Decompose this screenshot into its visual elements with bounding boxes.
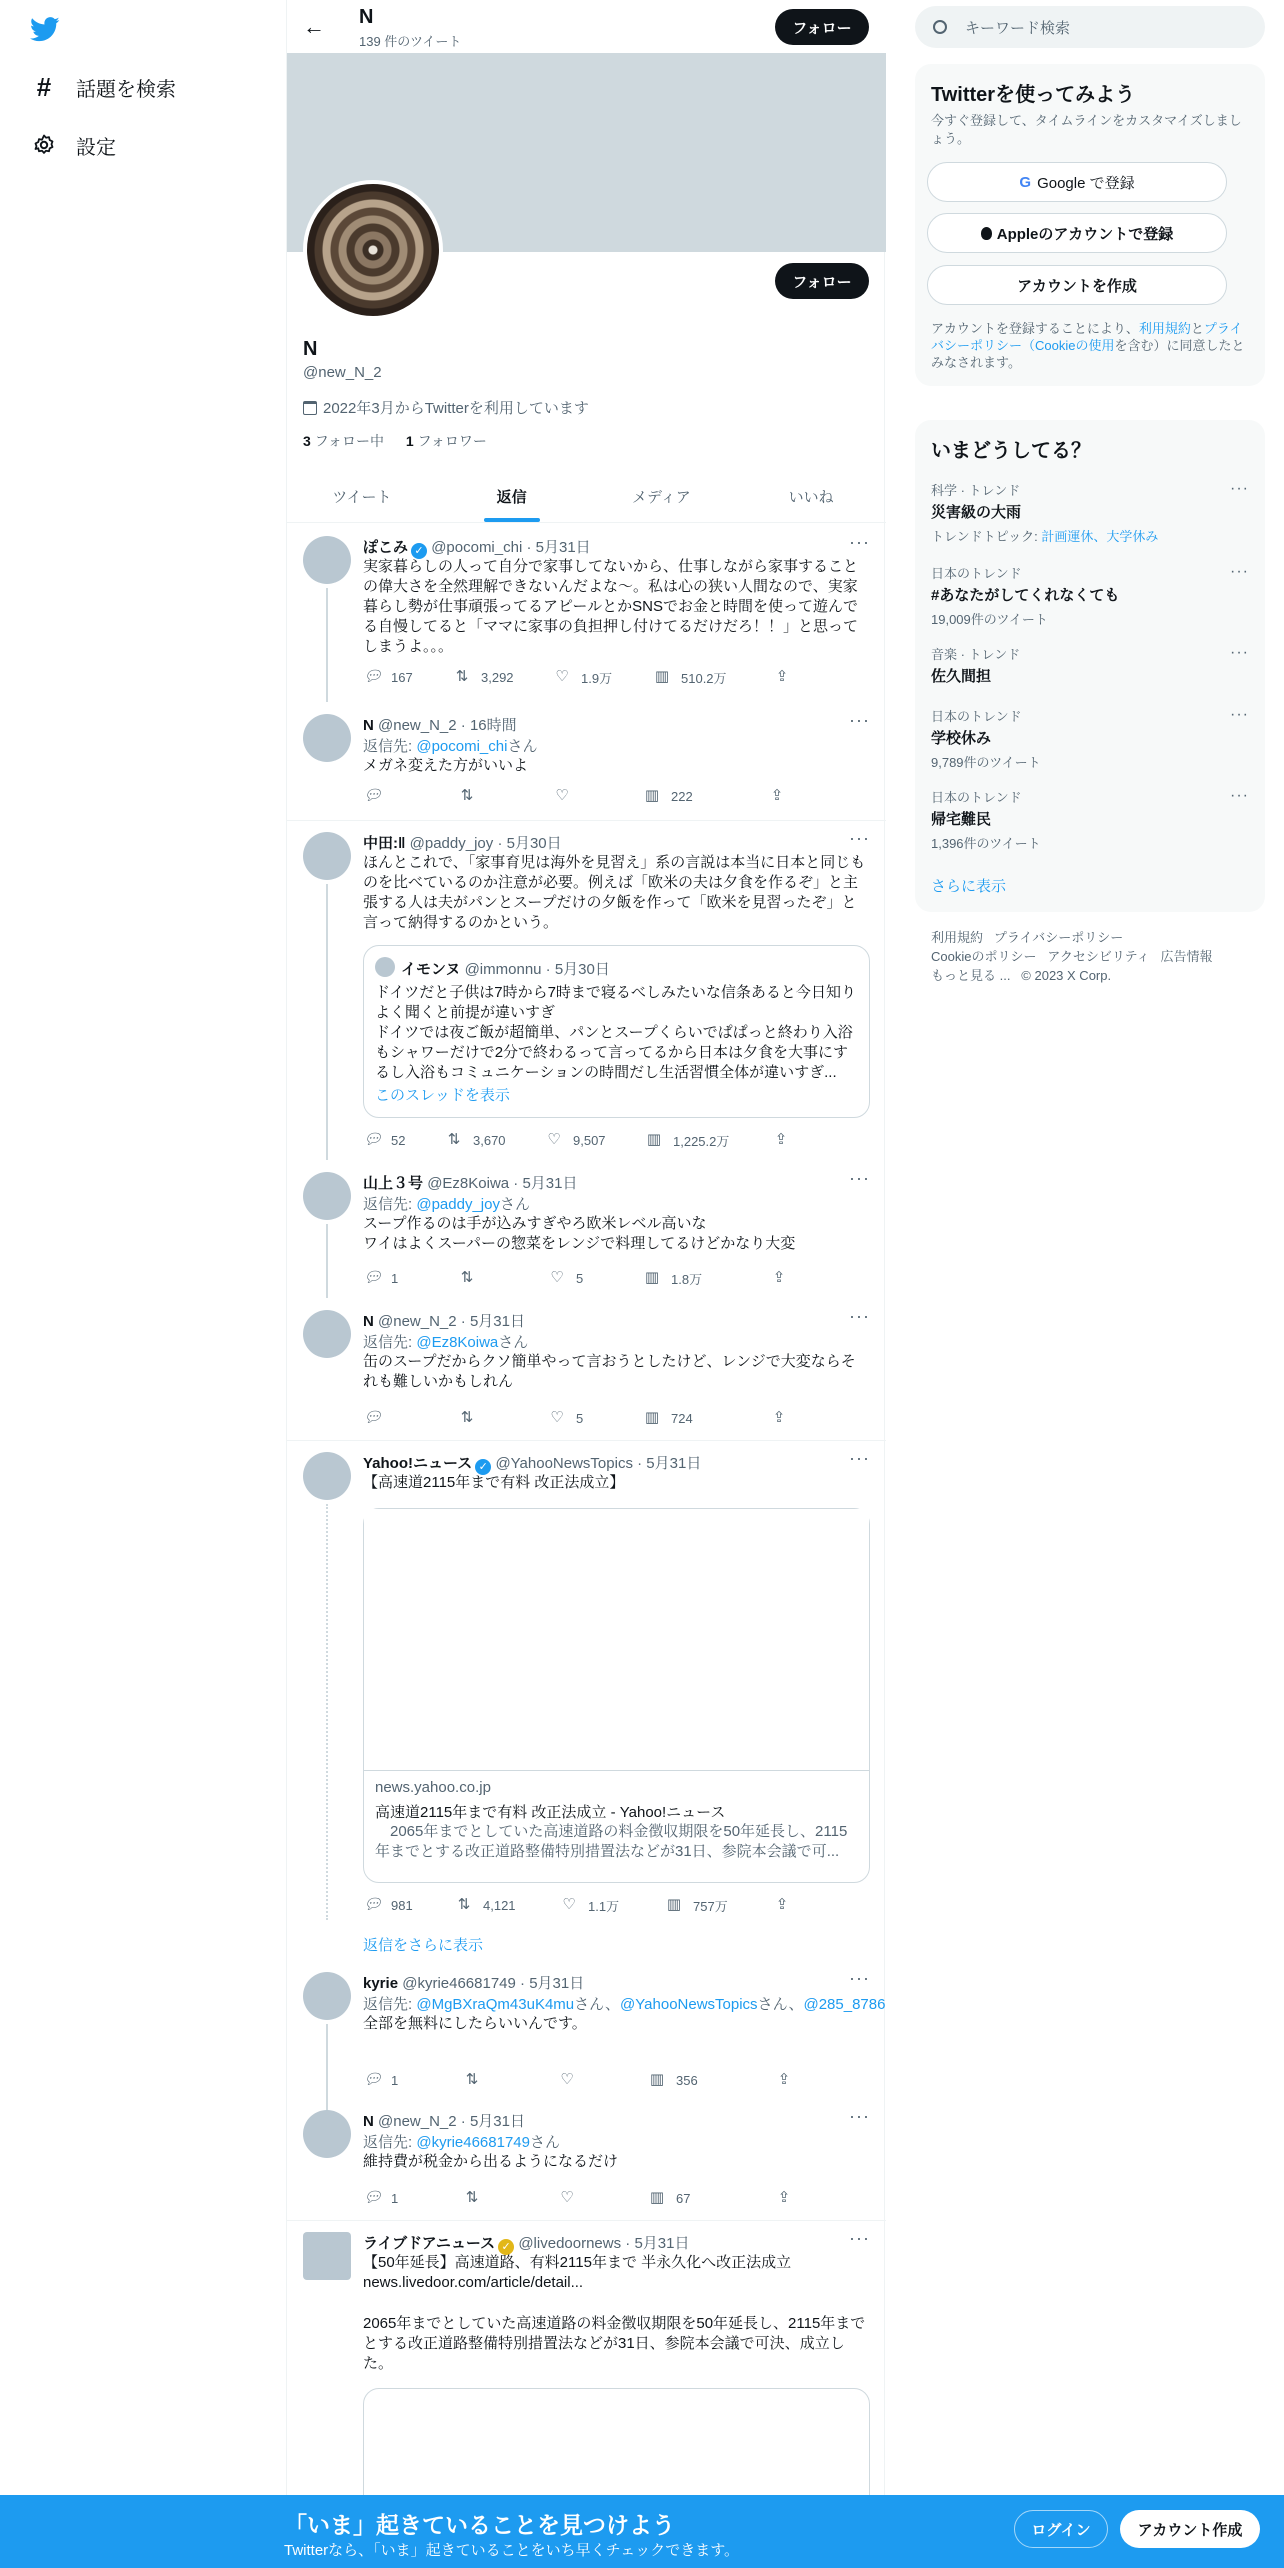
share-icon: ⇪ <box>777 2189 791 2206</box>
reply-icon: 💬︎ <box>363 2189 383 2206</box>
like-button[interactable] <box>553 786 643 806</box>
like-button[interactable]: ♡ 9,507 <box>545 1130 645 1150</box>
like-icon: ♡ <box>555 668 569 685</box>
link-desc: 2065年までとしていた高速道路の料金徴収期限を50年延長し、2115年までとする改正道路整備特別措置法などが31日、参院本会議で可... <box>375 1823 848 1860</box>
like-button[interactable] <box>558 2070 648 2090</box>
more-icon[interactable]: ··· <box>849 1306 870 1326</box>
retweet-button[interactable]: ⇅ 3,292 <box>453 667 553 687</box>
share-button[interactable] <box>775 2188 803 2208</box>
like-icon: ♡ <box>560 2071 574 2088</box>
avatar[interactable] <box>303 1452 351 1500</box>
retweet-button[interactable] <box>458 1408 548 1428</box>
tweet-text: スープ作るのは手が込みすぎやろ欧米レベル高いな ワイはよくスーパーの惣菜をレンジで料理してるけどかなり大変 <box>363 1215 796 1252</box>
tweet-text: ほんとこれで、「家事育児は海外を見習え」系の言説は本当に日本と同じものを比べているのか注意が必要。例えば「欧米の夫は夕食を作るぞ」と主張する人は夫がパンとスープだけの夕飯を作って「欧米を見習ったぞ」と言って納得するのかという。 <box>363 854 866 931</box>
tweet-link[interactable]: news.livedoor.com/article/detail... <box>363 2274 584 2291</box>
reply-icon: 💬︎ <box>363 668 383 685</box>
reply-button[interactable] <box>363 786 458 806</box>
reply-button[interactable]: 💬︎ 981 <box>363 1896 413 1913</box>
reply-button[interactable]: 💬︎ 167 <box>363 668 413 685</box>
sidebar-footer <box>931 928 1251 985</box>
share-button[interactable] <box>770 1408 798 1428</box>
share-icon: ⇪ <box>772 1409 786 1426</box>
reply-icon: 💬︎ <box>363 1896 383 1913</box>
hashtag-icon: # <box>36 71 52 102</box>
create-account-button[interactable]: アカウントを作成 <box>927 265 1227 305</box>
like-icon: ♡ <box>560 2189 574 2206</box>
quote-meta: イモンヌ @immonnu · 5月30日 <box>401 961 610 978</box>
footer-accessibility[interactable]: アクセシビリティ <box>1047 949 1150 964</box>
share-icon: ⇪ <box>775 1896 789 1913</box>
header-name: N <box>359 6 374 28</box>
right-sidebar <box>915 0 1265 2500</box>
trends-card <box>915 420 1265 912</box>
views-button[interactable]: ▥ 356 <box>649 2071 698 2088</box>
views-button[interactable]: ▥ 222 <box>644 787 693 804</box>
reply-to: 返信先: @pocomi_chiさん <box>363 738 538 755</box>
more-icon[interactable]: ··· <box>1230 563 1249 580</box>
tweet-meta: kyrie @kyrie46681749 · 5月31日 <box>363 1975 585 1992</box>
views-icon: ▥ <box>666 1896 682 1913</box>
quote-text: ドイツだと子供は7時から7時まで寝るべしみたいな信条あると今日知りよく聞くと前提が違いすぎ ドイツでは夜ご飯が超簡単、パンとスープくらいでぱぱっと終わり入浴もシャワーだけで2分で終わるって言ってるから日本は夕食を大事にするし入浴もコミュニケーションの時間だし生活習慣全体が違いすぎ... <box>375 984 856 1081</box>
more-icon[interactable]: ··· <box>849 828 870 848</box>
link-card-image <box>364 1509 869 1771</box>
signup-button[interactable]: アカウント作成 <box>1120 2510 1260 2548</box>
profile-avatar[interactable] <box>303 180 443 320</box>
share-icon: ⇪ <box>777 2071 791 2088</box>
share-icon: ⇪ <box>774 1131 788 1148</box>
avatar[interactable] <box>303 832 351 880</box>
tweet[interactable] <box>287 1440 886 1920</box>
reply-icon: 💬︎ <box>363 1269 383 1286</box>
profile-name: N <box>303 338 318 360</box>
following-link[interactable]: 3 フォロー中 <box>303 433 384 449</box>
tweet[interactable] <box>287 524 886 702</box>
like-button[interactable]: ♡ 1.9万 <box>553 667 653 687</box>
more-icon[interactable]: ··· <box>849 1968 870 1988</box>
share-button[interactable] <box>773 667 801 687</box>
bottom-signup-bar <box>0 2495 1284 2568</box>
retweet-icon: ⇅ <box>460 1269 474 1286</box>
share-icon: ⇪ <box>775 668 789 685</box>
followers-link[interactable]: 1 フォロワー <box>405 433 487 449</box>
apple-signup-button[interactable]: Appleのアカウントで登録 <box>927 213 1227 253</box>
like-icon: ♡ <box>547 1131 561 1148</box>
profile-follow-stats <box>303 431 487 451</box>
footer-ads[interactable]: 広告情報 <box>1160 949 1213 964</box>
like-icon: ♡ <box>555 787 569 804</box>
views-icon: ▥ <box>649 2071 665 2088</box>
tweet-meta: ぽこみ ✓ @pocomi_chi · 5月31日 <box>363 539 591 557</box>
reply-button[interactable]: 💬︎ 1 <box>363 2189 399 2206</box>
footer-more[interactable]: もっと見る ... <box>931 968 1011 983</box>
views-icon: ▥ <box>649 2189 665 2206</box>
reply-button[interactable] <box>363 1408 458 1428</box>
footer-copyright: © 2023 X Corp. <box>1021 968 1112 983</box>
show-thread-link[interactable]: このスレッドを表示 <box>375 1087 510 1104</box>
show-more-replies[interactable]: 返信をさらに表示 <box>363 1937 484 1954</box>
tweet-meta: 山上３号 @Ez8Koiwa · 5月31日 <box>363 1175 578 1192</box>
like-button[interactable]: ♡ 5 <box>548 1268 643 1288</box>
views-button[interactable]: ▥ 1.8万 <box>644 1269 703 1287</box>
tweet[interactable] <box>287 2098 886 2218</box>
reply-to: 返信先: @MgBXraQm43uK4muさん、@YahooNewsTopicsさん、@285_8786 <box>363 1996 886 2013</box>
like-icon: ♡ <box>550 1409 564 1426</box>
trends-show-more[interactable]: さらに表示 <box>931 878 1007 895</box>
like-button[interactable]: ♡ 5 <box>548 1408 643 1428</box>
joined-text: 2022年3月からTwitterを利用しています <box>323 400 589 417</box>
more-icon[interactable]: ··· <box>1230 644 1249 661</box>
tweet-actions <box>363 2188 803 2208</box>
nav-explore[interactable] <box>30 67 176 107</box>
share-icon: ⇪ <box>770 787 784 804</box>
tweet-meta: 中田:‖ @paddy_joy · 5月30日 <box>363 835 562 852</box>
avatar[interactable] <box>303 2110 351 2158</box>
twitter-logo-icon[interactable] <box>30 14 60 44</box>
more-icon[interactable]: ··· <box>849 532 870 552</box>
tweet[interactable] <box>287 1298 886 1440</box>
avatar[interactable] <box>303 536 351 584</box>
search-icon <box>933 20 947 34</box>
tweet-meta: N @new_N_2 · 5月31日 <box>363 2113 525 2130</box>
trend-item[interactable]: 日本のトレンド 帰宅難民 1,396件のツイート ··· <box>931 787 1249 851</box>
tweet-text: 缶のスープだからクソ簡単やって言おうとしたけど、レンジで大変ならそれも難しいかもしれん <box>363 1353 856 1390</box>
search-input[interactable] <box>915 6 1265 48</box>
tweet-actions <box>363 2070 803 2090</box>
views-icon: ▥ <box>654 668 670 685</box>
share-icon: ⇪ <box>772 1269 786 1286</box>
views-icon: ▥ <box>644 787 660 804</box>
link-domain: news.yahoo.co.jp <box>375 1779 491 1796</box>
profile-tabs <box>287 470 886 523</box>
tweet-actions <box>363 1895 801 1915</box>
trend-item[interactable]: 科学 · トレンド 災害級の大雨 トレンドトピック: 計画運休、大学休み ··· <box>931 480 1249 544</box>
tweet-text: メガネ変えた方がいいよ <box>363 757 529 774</box>
tab-replies[interactable]: 返信 <box>437 470 587 522</box>
like-icon: ♡ <box>562 1896 576 1913</box>
tweet-actions <box>363 1408 798 1428</box>
tweet-text-2: 2065年までとしていた高速道路の料金徴収期限を50年延長し、2115年までとする改正道路整備特別措置法などが31日、参院本会議で可決、成立した。 <box>363 2315 866 2372</box>
profile-follow-button[interactable]: フォロー <box>775 263 869 299</box>
share-button[interactable] <box>768 786 796 806</box>
more-icon[interactable]: ··· <box>1230 787 1249 804</box>
footer-terms[interactable]: 利用規約 <box>931 930 984 945</box>
signup-subtitle: 今すぐ登録して、タイムラインをカスタマイズしましょう。 <box>931 113 1242 146</box>
trend-item[interactable]: 音楽 · トレンド 佐久間担 ··· <box>931 644 1249 685</box>
signup-title: Twitterを使ってみよう <box>931 84 1136 106</box>
tab-tweets[interactable]: ツイート <box>332 488 392 506</box>
more-icon[interactable]: ··· <box>1230 480 1249 497</box>
tweet[interactable] <box>287 820 886 1160</box>
avatar[interactable] <box>303 1972 351 2020</box>
like-button[interactable] <box>558 2188 648 2208</box>
retweet-icon: ⇅ <box>460 1409 474 1426</box>
link-title: 高速道2115年まで有料 改正法成立 - Yahoo!ニュース <box>375 1804 726 1821</box>
avatar[interactable] <box>303 714 351 762</box>
more-icon[interactable]: ··· <box>849 2106 870 2126</box>
quote-tweet[interactable] <box>363 945 870 1118</box>
retweet-icon: ⇅ <box>460 787 474 804</box>
login-button[interactable]: ログイン <box>1014 2510 1108 2548</box>
signup-terms: アカウントを登録することにより、利用規約とプライバシーポリシー（Cookieの使用を含む）に同意したとみなされます。 <box>931 321 1245 370</box>
verified-badge-icon: ✓ <box>498 2239 514 2255</box>
tweet-meta: Yahoo!ニュース ✓ @YahooNewsTopics · 5月31日 <box>363 1455 702 1473</box>
left-nav <box>0 0 286 2568</box>
reply-icon: 💬︎ <box>363 787 383 804</box>
google-signup-button[interactable]: G Google で登録 <box>927 162 1227 202</box>
retweet-icon: ⇅ <box>455 668 469 685</box>
share-button[interactable] <box>775 2070 803 2090</box>
reply-button[interactable]: 💬︎ 1 <box>363 2071 399 2088</box>
reply-button[interactable]: 💬︎ 52 <box>363 1131 406 1148</box>
more-icon[interactable]: ··· <box>1230 706 1249 723</box>
tweet[interactable] <box>287 2220 886 2510</box>
trend-item[interactable]: 日本のトレンド 学校休み 9,789件のツイート ··· <box>931 706 1249 770</box>
avatar[interactable] <box>303 2232 351 2280</box>
nav-explore-label: 話題を検索 <box>76 78 176 101</box>
like-button[interactable]: ♡ 1.1万 <box>560 1895 665 1915</box>
views-button[interactable]: ▥ 510.2万 <box>654 668 727 686</box>
google-icon: G <box>1019 173 1032 191</box>
tweet-text: 全部を無料にしたらいいんです。 <box>363 2015 587 2032</box>
tweet-actions <box>363 667 801 687</box>
tweet-actions <box>363 786 796 806</box>
more-icon[interactable]: ··· <box>849 2228 870 2248</box>
reply-to: 返信先: @paddy_joyさん <box>363 1196 530 1213</box>
reply-to: 返信先: @Ez8Koiwaさん <box>363 1334 529 1351</box>
signup-card <box>915 64 1265 386</box>
calendar-icon <box>303 401 317 415</box>
tweet[interactable] <box>287 1960 886 2120</box>
header-tweet-count: 139 件のツイート <box>359 34 462 49</box>
tab-likes[interactable]: いいね <box>788 488 834 506</box>
tab-media[interactable]: メディア <box>631 488 691 506</box>
profile-column <box>286 0 885 2500</box>
bottom-title: 「いま」起きていることを見つけよう <box>284 2512 675 2538</box>
back-arrow-icon[interactable]: ← <box>303 14 325 39</box>
tweet-text: 【高速道2115年まで有料 改正法成立】 <box>363 1474 625 1491</box>
nav-settings-label: 設定 <box>76 136 116 159</box>
apple-icon <box>981 227 992 240</box>
retweet-icon: ⇅ <box>447 1131 461 1148</box>
reply-icon: 💬︎ <box>363 1409 383 1426</box>
retweet-icon: ⇅ <box>457 1896 471 1913</box>
views-icon: ▥ <box>646 1131 662 1148</box>
gear-icon <box>30 131 58 159</box>
more-icon[interactable]: ··· <box>849 1168 870 1188</box>
tweet-meta: ライブドアニュース ✓ @livedoornews · 5月31日 <box>363 2235 690 2253</box>
reply-to: 返信先: @kyrie46681749さん <box>363 2134 560 2151</box>
link-card[interactable] <box>363 1508 870 1883</box>
footer-privacy[interactable]: プライバシーポリシー <box>993 930 1124 945</box>
more-icon[interactable]: ··· <box>849 1448 870 1468</box>
tweet[interactable] <box>287 702 886 820</box>
tweet-text: 【50年延長】高速道路、有料2115年まで 半永久化へ改正法成立 <box>363 2254 792 2271</box>
profile-handle: @new_N_2 <box>303 364 382 381</box>
tweet[interactable] <box>287 1160 886 1298</box>
trend-item[interactable]: 日本のトレンド #あなたがしてくれなくても 19,009件のツイート ··· <box>931 563 1249 627</box>
retweet-button[interactable] <box>463 2070 558 2090</box>
reply-button[interactable]: 💬︎ 1 <box>363 1269 399 1286</box>
more-icon[interactable]: ··· <box>849 710 870 730</box>
reply-icon: 💬︎ <box>363 1131 383 1148</box>
retweet-icon: ⇅ <box>465 2189 479 2206</box>
views-icon: ▥ <box>644 1269 660 1286</box>
share-button[interactable] <box>770 1268 798 1288</box>
retweet-button[interactable]: ⇅ 3,670 <box>445 1130 545 1150</box>
avatar[interactable] <box>303 1172 351 1220</box>
nav-settings[interactable] <box>30 125 116 165</box>
retweet-button[interactable] <box>458 786 553 806</box>
quote-avatar <box>375 957 395 977</box>
header-follow-button[interactable]: フォロー <box>775 9 869 45</box>
verified-badge-icon: ✓ <box>411 543 427 559</box>
search-placeholder: キーワード検索 <box>965 19 1071 37</box>
avatar[interactable] <box>303 1310 351 1358</box>
share-button[interactable] <box>772 1130 800 1150</box>
views-icon: ▥ <box>644 1409 660 1426</box>
verified-badge-icon: ✓ <box>475 1459 491 1475</box>
views-button[interactable]: ▥ 724 <box>644 1409 693 1426</box>
share-button[interactable] <box>773 1895 801 1915</box>
bottom-subtitle: Twitterなら、「いま」起きていることをいち早くチェックできます。 <box>284 2542 740 2559</box>
profile-header-bar <box>287 0 886 53</box>
tweet-text: 維持費が税金から出るようになるだけ <box>363 2153 619 2170</box>
footer-cookie[interactable]: Cookieのポリシー <box>931 949 1037 964</box>
views-button[interactable]: ▥ 757万 <box>666 1896 728 1914</box>
retweet-button[interactable] <box>458 1268 548 1288</box>
like-icon: ♡ <box>550 1269 564 1286</box>
tweet-actions <box>363 1268 798 1288</box>
retweet-icon: ⇅ <box>465 2071 479 2088</box>
tweet-actions <box>363 1130 800 1150</box>
tweet-text: 実家暮らしの人って自分で家事してないから、仕事しながら家事することの偉大さを全然理解できないんだよな～。私は心の狭い人間なので、実家暮らし勢が仕事頑張ってるアピールとかSNSでお金と時間を使って遊んでる自慢してると「ママに家事の負担押し付けてるだけだろ！！」と思ってしまうよ。。。 <box>363 558 859 655</box>
profile-joined <box>303 397 589 418</box>
reply-icon: 💬︎ <box>363 2071 383 2088</box>
retweet-button[interactable] <box>463 2188 558 2208</box>
tweet-meta: N @new_N_2 · 5月31日 <box>363 1313 525 1330</box>
trends-title: いまどうしてる？ <box>931 440 1091 462</box>
views-button[interactable]: ▥ 1,225.2万 <box>646 1131 730 1149</box>
views-button[interactable]: ▥ 67 <box>649 2189 691 2206</box>
retweet-button[interactable]: ⇅ 4,121 <box>455 1895 560 1915</box>
tweet-meta: N @new_N_2 · 16時間 <box>363 717 517 734</box>
